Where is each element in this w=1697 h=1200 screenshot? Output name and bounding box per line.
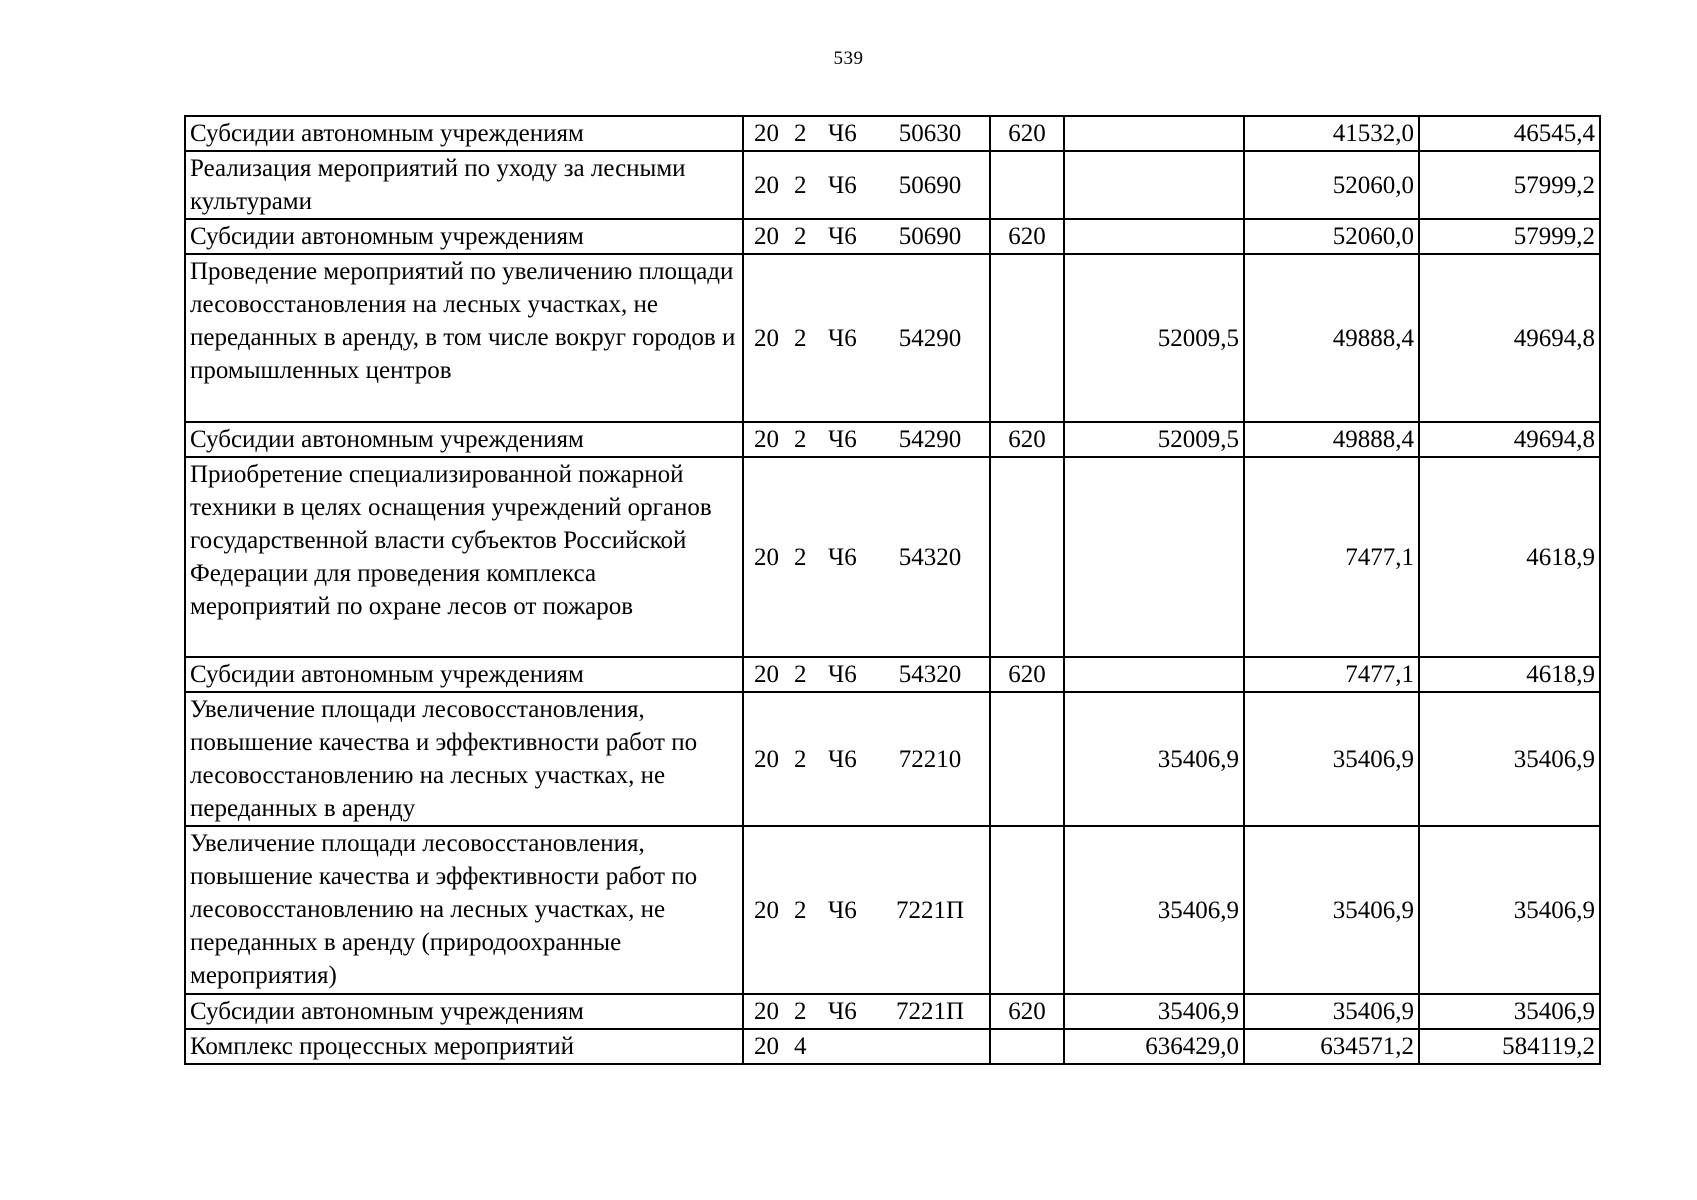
code-program: Ч6 xyxy=(828,896,857,924)
row-expense-type-cell: 620 xyxy=(990,116,1064,151)
row-name-cell xyxy=(185,457,743,657)
row-amount-3-cell: 35406,9 xyxy=(1419,692,1600,826)
row-amount-1-cell: 35406,9 xyxy=(1064,692,1244,826)
row-code-cell xyxy=(743,151,990,219)
row-code-cell xyxy=(743,457,990,657)
row-name-cell xyxy=(185,422,743,457)
row-amount-1-cell: 35406,9 xyxy=(1064,826,1244,994)
row-amount-3-cell: 35406,9 xyxy=(1419,826,1600,994)
code-subsection: 4 xyxy=(794,1033,807,1060)
row-name: Приобретение специализированной пожарной техники в целях оснащения учреждений органов государственной власти субъектов Российской Федерации для проведения комплекса мероприятий по охране лесов от пожаров xyxy=(190,461,712,620)
code-program: Ч6 xyxy=(828,745,857,773)
code-subsection: 2 xyxy=(794,324,807,352)
row-amount-3-cell: 57999,2 xyxy=(1419,219,1600,254)
row-amount-2-cell: 41532,0 xyxy=(1244,116,1419,151)
row-amount-3-cell: 4618,9 xyxy=(1419,657,1600,692)
table-row xyxy=(185,151,1600,219)
row-amount-2-cell: 7477,1 xyxy=(1244,457,1419,657)
code-program: Ч6 xyxy=(828,543,857,571)
code-subsection: 2 xyxy=(794,120,807,147)
code-section: 20 xyxy=(754,171,779,199)
row-code-cell xyxy=(743,692,990,826)
row-amount-1-cell xyxy=(1064,116,1244,151)
row-amount-2-cell: 52060,0 xyxy=(1244,151,1419,219)
row-amount-1-cell: 636429,0 xyxy=(1064,1029,1244,1064)
code-section: 20 xyxy=(754,661,779,688)
row-code-cell xyxy=(743,1029,990,1064)
row-amount-1-cell xyxy=(1064,457,1244,657)
table-row xyxy=(185,254,1600,422)
code-program: Ч6 xyxy=(828,120,857,147)
code-subsection: 2 xyxy=(794,543,807,571)
code-direction: 54290 xyxy=(898,324,962,352)
budget-table-body xyxy=(185,116,1600,1064)
code-direction: 54320 xyxy=(898,543,962,571)
row-amount-2-cell: 7477,1 xyxy=(1244,657,1419,692)
row-expense-type-cell xyxy=(990,151,1064,219)
code-section: 20 xyxy=(754,324,779,352)
row-code-cell xyxy=(743,116,990,151)
row-name-cell xyxy=(185,692,743,826)
table-row xyxy=(185,994,1600,1029)
page-number: 539 xyxy=(833,48,864,69)
row-name: Субсидии автономным учреждениям xyxy=(190,223,584,250)
code-direction: 50690 xyxy=(898,171,962,199)
row-name: Комплекс процессных мероприятий xyxy=(190,1033,575,1060)
table-row xyxy=(185,1029,1600,1064)
row-amount-1-cell: 52009,5 xyxy=(1064,254,1244,422)
row-amount-3-cell: 57999,2 xyxy=(1419,151,1600,219)
row-name: Реализация мероприятий по уходу за лесными культурами xyxy=(190,155,686,215)
code-section: 20 xyxy=(754,896,779,924)
code-subsection: 2 xyxy=(794,661,807,688)
row-name-cell xyxy=(185,254,743,422)
code-subsection: 2 xyxy=(794,745,807,773)
code-subsection: 2 xyxy=(794,896,807,924)
row-name: Субсидии автономным учреждениям xyxy=(190,661,584,688)
code-section: 20 xyxy=(754,120,779,147)
row-expense-type-cell xyxy=(990,254,1064,422)
row-name: Проведение мероприятий по увеличению площади лесовосстановления на лесных участках, не переданных в аренду, в том числе вокруг городов и промышленных центров xyxy=(190,258,736,384)
code-section: 20 xyxy=(754,543,779,571)
row-amount-3-cell: 4618,9 xyxy=(1419,457,1600,657)
code-program: Ч6 xyxy=(828,171,857,199)
row-code-cell xyxy=(743,254,990,422)
row-name: Субсидии автономным учреждениям xyxy=(190,426,584,453)
code-direction: 7221П xyxy=(895,998,965,1025)
row-name-cell xyxy=(185,994,743,1029)
row-amount-3-cell: 49694,8 xyxy=(1419,254,1600,422)
row-expense-type-cell xyxy=(990,692,1064,826)
code-program: Ч6 xyxy=(828,324,857,352)
row-amount-1-cell: 35406,9 xyxy=(1064,994,1244,1029)
row-name-cell xyxy=(185,826,743,994)
row-amount-2-cell: 35406,9 xyxy=(1244,826,1419,994)
code-program: Ч6 xyxy=(828,661,857,688)
row-amount-2-cell: 35406,9 xyxy=(1244,994,1419,1029)
code-direction: 50690 xyxy=(898,223,962,250)
table-row xyxy=(185,116,1600,151)
row-amount-3-cell: 49694,8 xyxy=(1419,422,1600,457)
row-amount-2-cell: 49888,4 xyxy=(1244,254,1419,422)
row-name: Субсидии автономным учреждениям xyxy=(190,120,584,147)
row-expense-type-cell xyxy=(990,457,1064,657)
row-amount-1-cell xyxy=(1064,657,1244,692)
row-name-cell xyxy=(185,219,743,254)
table-row xyxy=(185,657,1600,692)
row-amount-2-cell: 52060,0 xyxy=(1244,219,1419,254)
row-code-cell xyxy=(743,994,990,1029)
row-amount-1-cell: 52009,5 xyxy=(1064,422,1244,457)
row-amount-2-cell: 35406,9 xyxy=(1244,692,1419,826)
code-section: 20 xyxy=(754,426,779,453)
row-code-cell xyxy=(743,422,990,457)
code-subsection: 2 xyxy=(794,998,807,1025)
row-name: Субсидии автономным учреждениям xyxy=(190,998,584,1025)
row-amount-3-cell: 46545,4 xyxy=(1419,116,1600,151)
code-section: 20 xyxy=(754,1033,779,1060)
row-expense-type-cell xyxy=(990,1029,1064,1064)
row-expense-type-cell: 620 xyxy=(990,219,1064,254)
row-name: Увеличение площади лесовосстановления, повышение качества и эффективности работ по лесовосстановлению на лесных участках, не переданных в аренду (природоохранные мероприятия) xyxy=(190,830,698,989)
row-code-cell xyxy=(743,219,990,254)
row-expense-type-cell xyxy=(990,826,1064,994)
row-expense-type-cell: 620 xyxy=(990,994,1064,1029)
code-subsection: 2 xyxy=(794,171,807,199)
code-direction: 54320 xyxy=(898,661,962,688)
table-row xyxy=(185,692,1600,826)
row-name-cell xyxy=(185,1029,743,1064)
table-row xyxy=(185,826,1600,994)
code-program: Ч6 xyxy=(828,223,857,250)
row-amount-1-cell xyxy=(1064,219,1244,254)
row-amount-1-cell xyxy=(1064,151,1244,219)
row-expense-type-cell: 620 xyxy=(990,422,1064,457)
code-section: 20 xyxy=(754,998,779,1025)
code-subsection: 2 xyxy=(794,223,807,250)
code-direction: 72210 xyxy=(898,745,962,773)
code-program: Ч6 xyxy=(828,998,857,1025)
table-row xyxy=(185,219,1600,254)
code-subsection: 2 xyxy=(794,426,807,453)
row-name-cell xyxy=(185,151,743,219)
row-name-cell xyxy=(185,657,743,692)
row-expense-type-cell: 620 xyxy=(990,657,1064,692)
table-row xyxy=(185,422,1600,457)
code-direction: 50630 xyxy=(898,120,962,147)
budget-table xyxy=(184,115,1601,1065)
row-code-cell xyxy=(743,826,990,994)
row-amount-2-cell: 49888,4 xyxy=(1244,422,1419,457)
row-name: Увеличение площади лесовосстановления, повышение качества и эффективности работ по лесовосстановлению на лесных участках, не переданных в аренду xyxy=(190,696,698,822)
code-program: Ч6 xyxy=(828,426,857,453)
row-amount-3-cell: 584119,2 xyxy=(1419,1029,1600,1064)
row-name-cell xyxy=(185,116,743,151)
row-amount-3-cell: 35406,9 xyxy=(1419,994,1600,1029)
code-direction: 7221П xyxy=(895,896,965,924)
table-row xyxy=(185,457,1600,657)
code-direction: 54290 xyxy=(898,426,962,453)
row-code-cell xyxy=(743,657,990,692)
code-section: 20 xyxy=(754,745,779,773)
code-section: 20 xyxy=(754,223,779,250)
row-amount-2-cell: 634571,2 xyxy=(1244,1029,1419,1064)
